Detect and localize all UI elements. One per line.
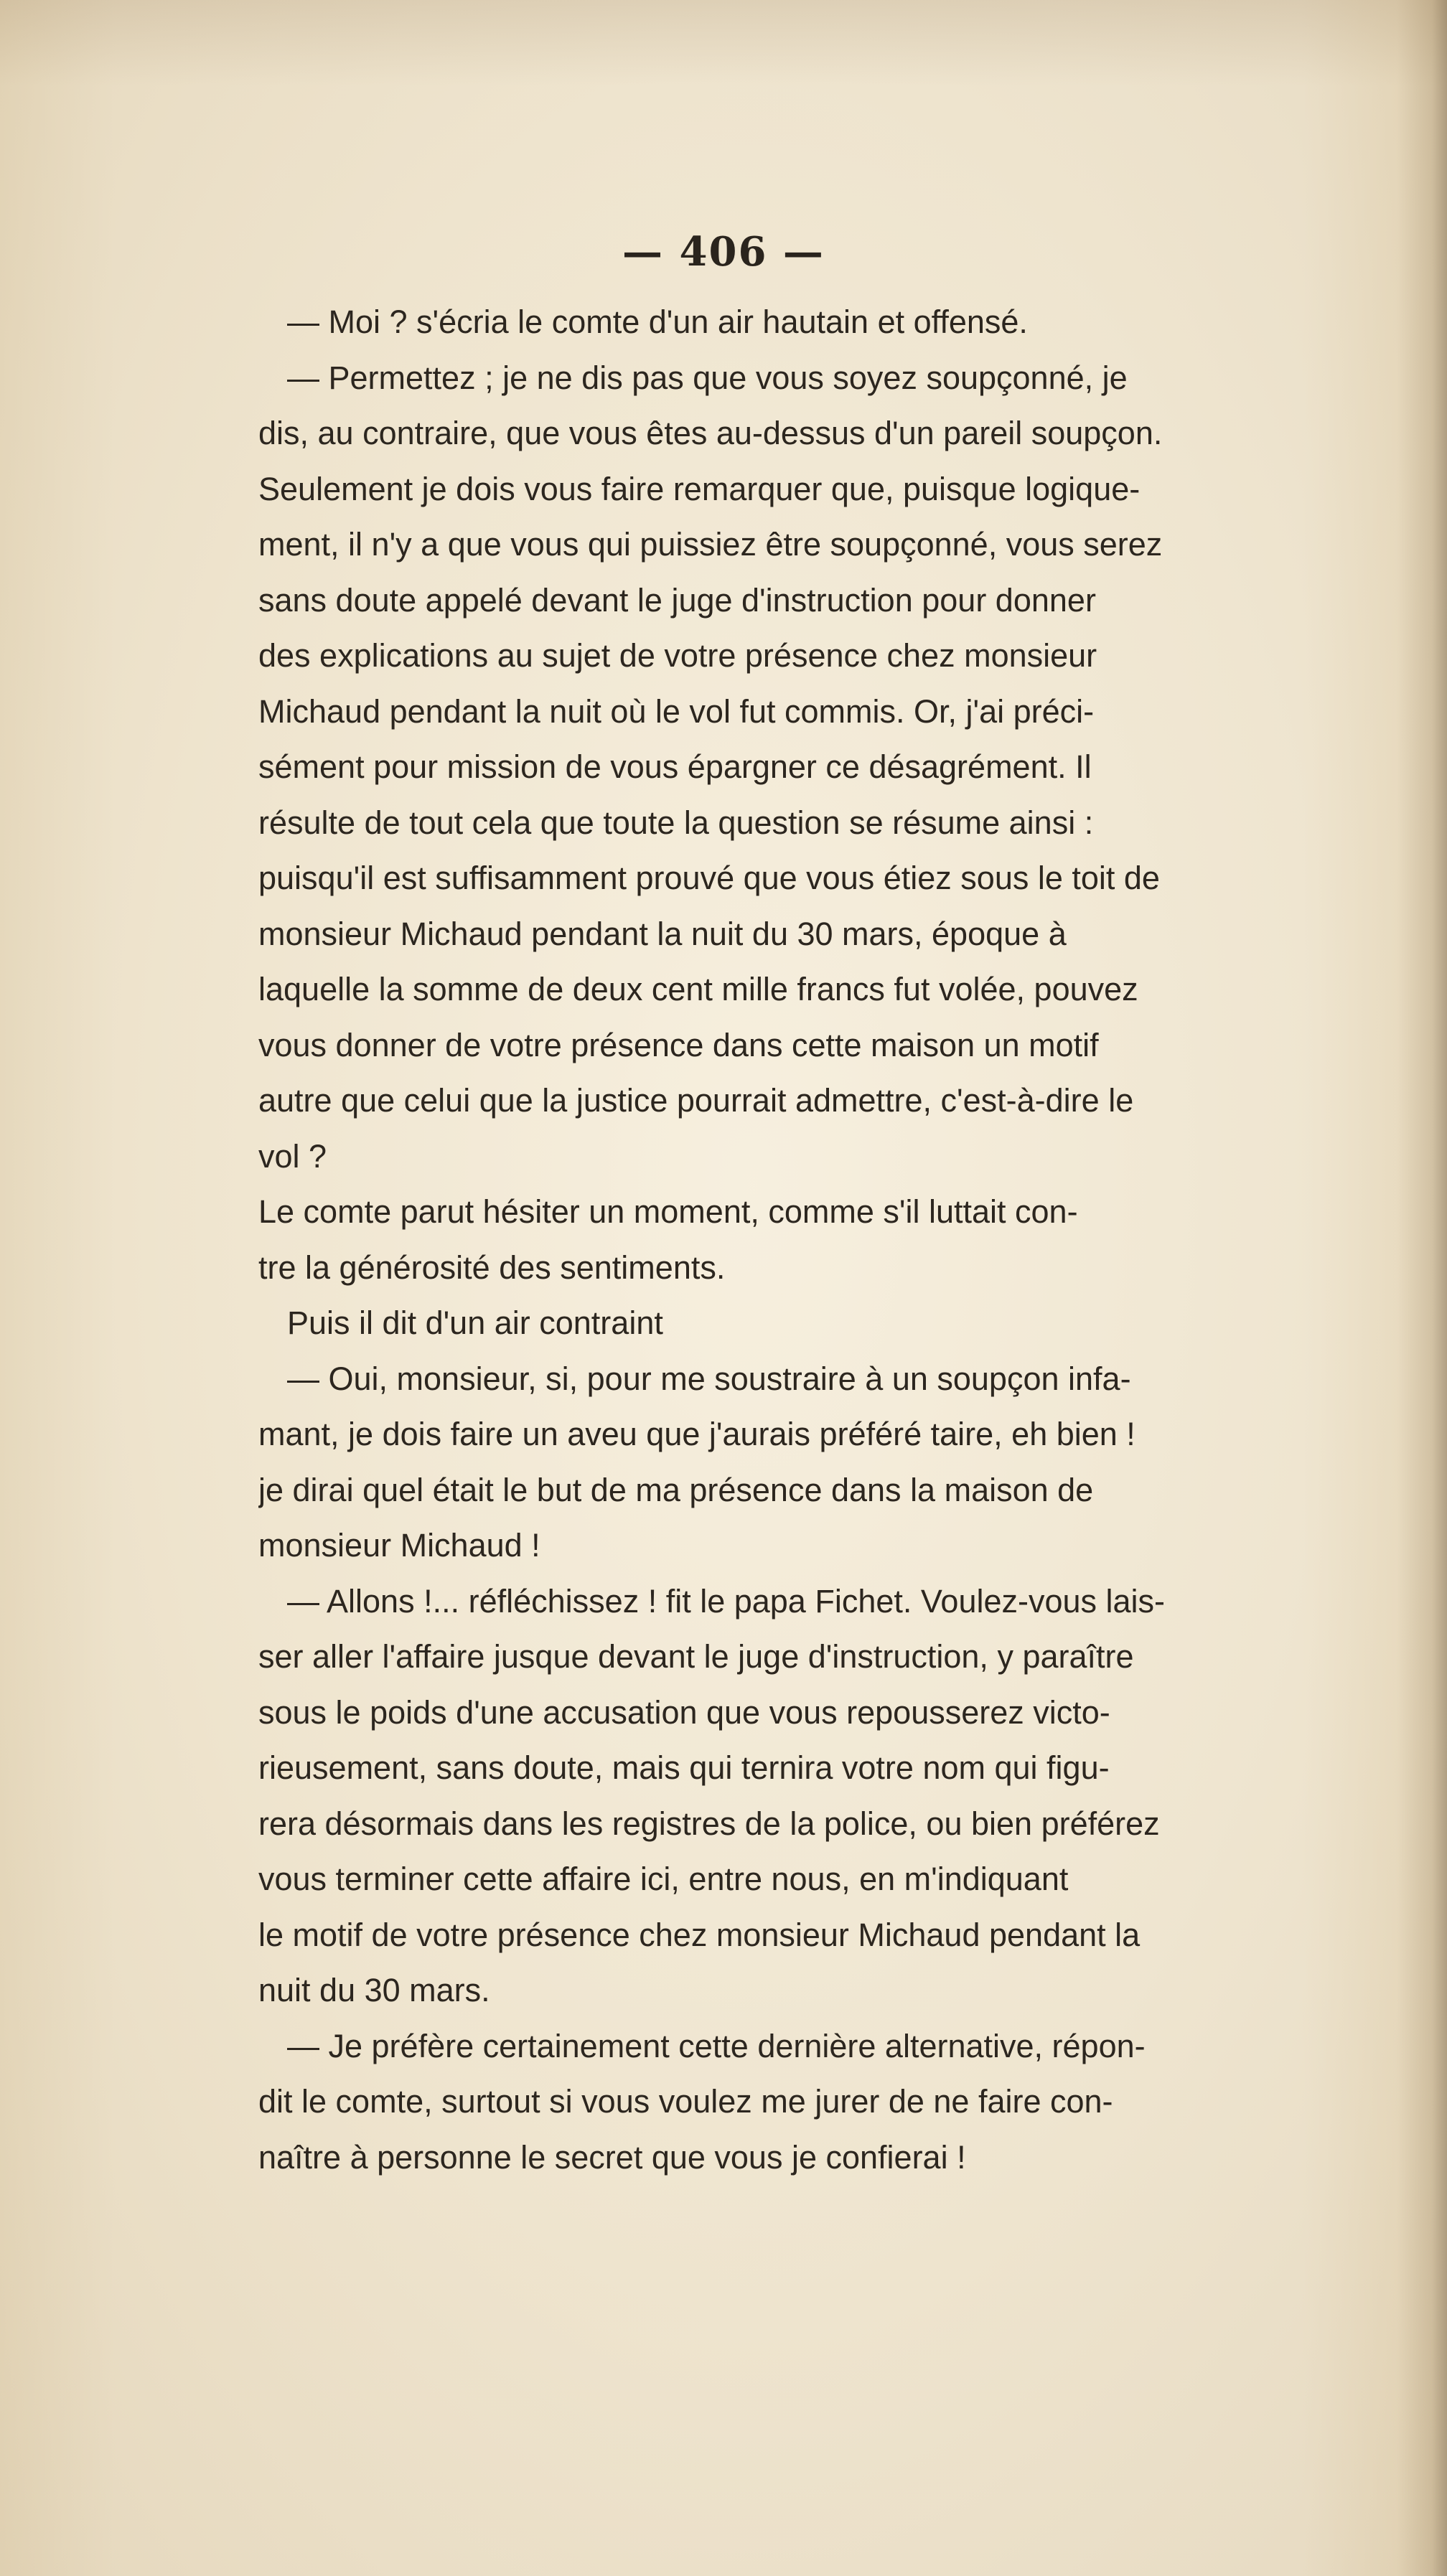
- text-line: des explications au sujet de votre présence chez monsieur: [258, 637, 1097, 674]
- text-line: dis, au contraire, que vous êtes au-dessus d'un pareil soupçon.: [258, 415, 1163, 451]
- text-line: Puis il dit d'un air contraint: [287, 1305, 663, 1341]
- text-line: autre que celui que la justice pourrait admettre, c'est-à-dire le: [258, 1082, 1134, 1119]
- text-line: laquelle la somme de deux cent mille francs fut volée, pouvez: [258, 971, 1138, 1007]
- text-line: ser aller l'affaire jusque devant le juge d'instruction, y paraître: [258, 1638, 1134, 1675]
- page-number: — 406 —: [622, 228, 825, 276]
- text-line: tre la générosité des sentiments.: [258, 1249, 726, 1286]
- text-line: Seulement je dois vous faire remarquer que, puisque logique-: [258, 470, 1141, 507]
- text-line: dit le comte, surtout si vous voulez me jurer de ne faire con-: [258, 2083, 1113, 2120]
- text-line: monsieur Michaud pendant la nuit du 30 mars, époque à: [258, 915, 1067, 952]
- text-line: nuit du 30 mars.: [258, 1972, 490, 2008]
- text-line: — Allons !... réfléchissez ! fit le papa Fichet. Voulez-vous lais-: [287, 1582, 1166, 1620]
- text-line: Le comte parut hésiter un moment, comme s'il luttait con-: [258, 1193, 1078, 1230]
- text-line: Michaud pendant la nuit où le vol fut commis. Or, j'ai préci-: [258, 692, 1095, 730]
- top-shadow: [0, 0, 1447, 86]
- body-text: [258, 294, 1436, 2185]
- text-line: je dirai quel était le but de ma présence dans la maison de: [258, 1471, 1094, 1508]
- text-line: ment, il n'y a que vous qui puissiez être soupçonné, vous serez: [258, 526, 1163, 563]
- text-line: naître à personne le secret que vous je confierai !: [258, 2138, 966, 2176]
- text-line: vous donner de votre présence dans cette maison un motif: [258, 1026, 1099, 1063]
- text-line: sans doute appelé devant le juge d'instruction pour donner: [258, 581, 1096, 619]
- text-line: rera désormais dans les registres de la police, ou bien préférez: [258, 1805, 1160, 1842]
- text-line: le motif de votre présence chez monsieur Michaud pendant la: [258, 1916, 1141, 1953]
- text-line: rieusement, sans doute, mais qui ternira votre nom qui figu-: [258, 1749, 1110, 1786]
- text-line: sous le poids d'une accusation que vous repousserez victo-: [258, 1693, 1110, 1731]
- text-line: mant, je dois faire un aveu que j'aurais préféré taire, eh bien !: [258, 1416, 1135, 1452]
- text-line: — Je préfère certainement cette dernière alternative, répon-: [287, 2027, 1146, 2064]
- text-line: vous terminer cette affaire ici, entre nous, en m'indiquant: [258, 1861, 1069, 1897]
- text-line: puisqu'il est suffisamment prouvé que vous étiez sous le toit de: [258, 860, 1160, 896]
- text-line: — Permettez ; je ne dis pas que vous soyez soupçonné, je: [287, 359, 1128, 396]
- text-line: — Oui, monsieur, si, pour me soustraire à un soupçon infa-: [287, 1360, 1131, 1397]
- text-line: monsieur Michaud !: [258, 1527, 540, 1564]
- text-line: sément pour mission de vous épargner ce désagrément. Il: [258, 748, 1092, 785]
- text-line: résulte de tout cela que toute la question se résume ainsi :: [258, 804, 1094, 841]
- text-line: vol ?: [258, 1137, 327, 1175]
- text-line: — Moi ? s'écria le comte d'un air hautain et offensé.: [287, 304, 1028, 340]
